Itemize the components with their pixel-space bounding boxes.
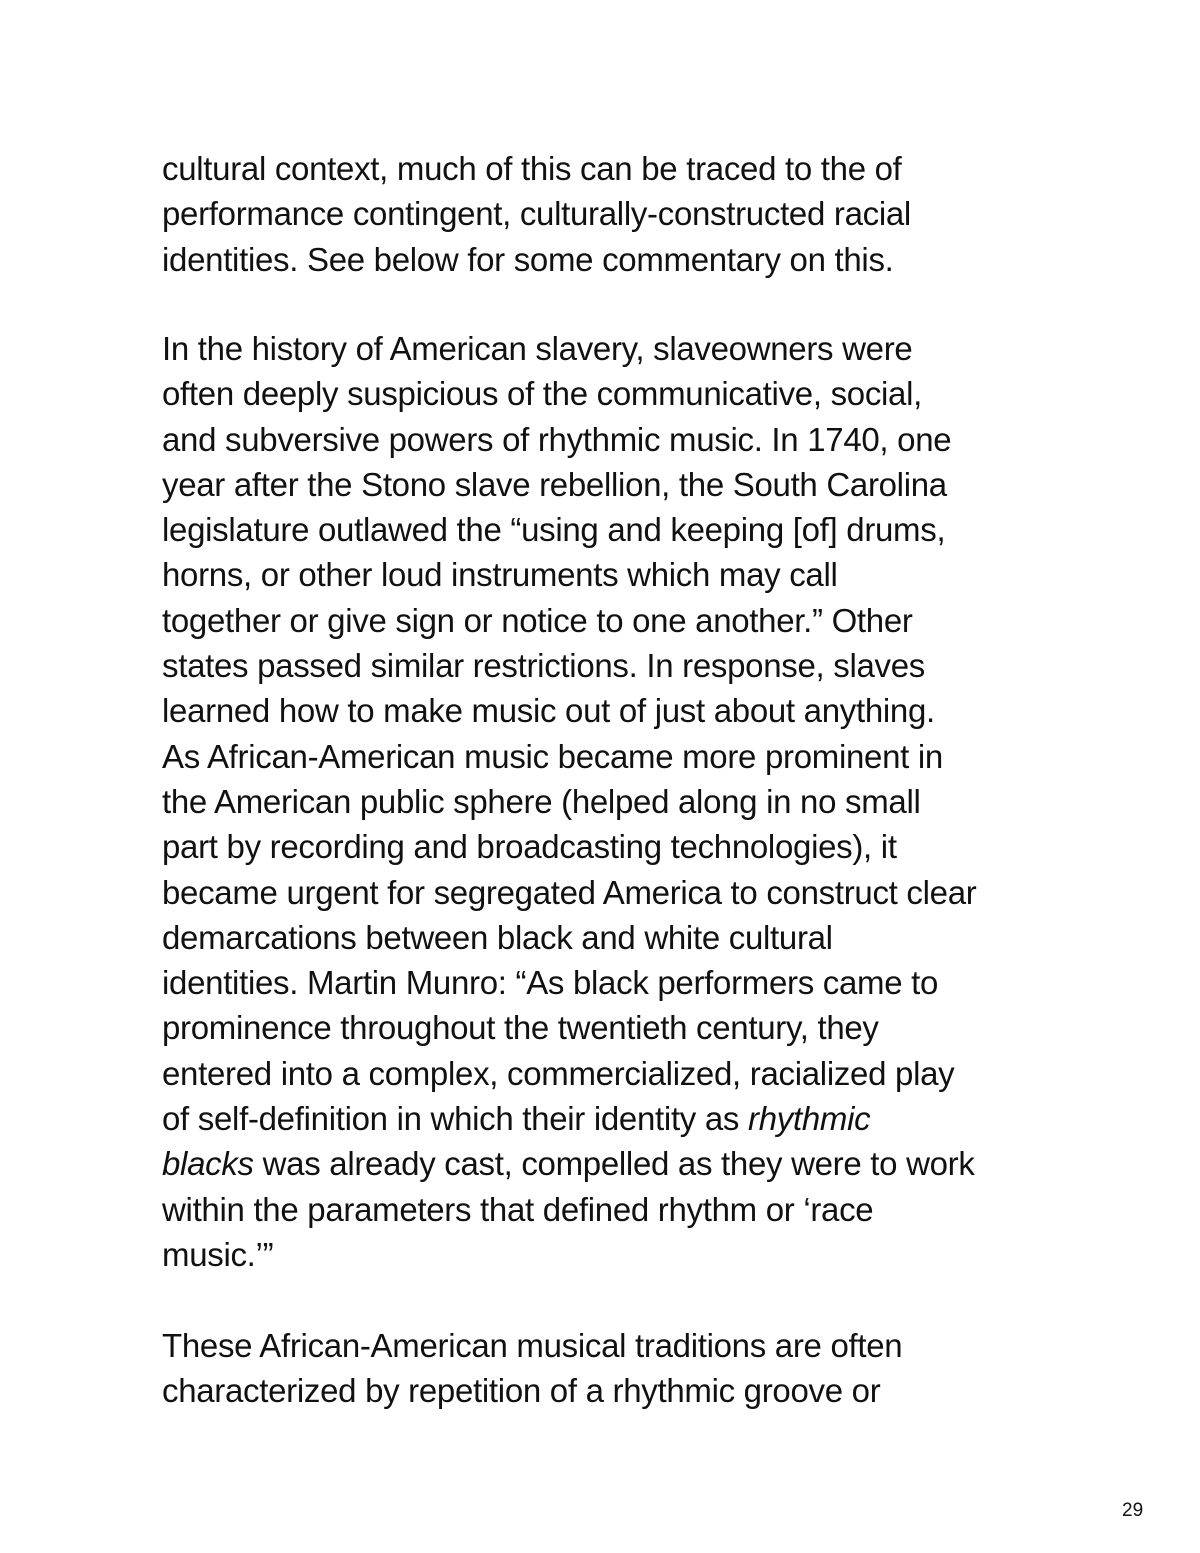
text-line: together or give sign or notice to one another.” Other: [162, 601, 913, 639]
text-line: entered into a complex, commercialized, racialized play: [162, 1054, 955, 1092]
text-line: learned how to make music out of just about anything.: [162, 692, 935, 730]
text-segment: of self-definition in which their identity as: [162, 1100, 749, 1138]
text-line: These African-American musical traditions are often: [162, 1327, 903, 1364]
text-line: As African-American music became more prominent in: [162, 737, 943, 775]
text-line: demarcations between black and white cultural: [162, 918, 833, 956]
text-line: identities. Martin Munro: “As black performers came to: [162, 964, 939, 1002]
text-line: part by recording and broadcasting technologies), it: [162, 828, 897, 866]
text-line: characterized by repetition of a rhythmic groove or: [162, 1372, 881, 1410]
paragraph-musical-traditions: [162, 1323, 1062, 1414]
text-line: In the history of American slavery, slaveowners were: [162, 330, 913, 367]
text-line: legislature outlawed the “using and keeping [of] drums,: [162, 511, 946, 549]
text-segment: was already cast, compelled as they were to work: [253, 1145, 975, 1183]
text-line: the American public sphere (helped along in no small: [162, 782, 921, 820]
italic-term-blacks: blacks: [162, 1145, 254, 1183]
text-line: identities. See below for some commentary on this.: [162, 240, 894, 278]
text-line: and subversive powers of rhythmic music. In 1740, one: [162, 420, 952, 458]
text-line: became urgent for segregated America to construct clear: [162, 873, 977, 911]
text-line: horns, or other loud instruments which may call: [162, 556, 838, 594]
text-line-with-italic: [162, 1096, 1062, 1141]
text-line: year after the Stono slave rebellion, the South Carolina: [162, 465, 947, 503]
text-line: music.’”: [162, 1235, 274, 1273]
text-line: performance contingent, culturally-constructed racial: [162, 195, 911, 233]
text-line: states passed similar restrictions. In response, slaves: [162, 647, 925, 685]
paragraph-cultural-context: [162, 146, 1062, 282]
page-number: 29: [1122, 1500, 1144, 1521]
text-line: often deeply suspicious of the communicative, social,: [162, 375, 923, 413]
italic-term-rhythmic: rhythmic: [748, 1100, 871, 1138]
text-line: cultural context, much of this can be traced to the of: [162, 150, 902, 187]
text-line: within the parameters that defined rhythm or ‘race: [162, 1190, 874, 1228]
text-line-with-italic: [162, 1141, 1062, 1186]
text-line: prominence throughout the twentieth century, they: [162, 1009, 879, 1047]
paragraph-slavery-history: [162, 326, 1062, 1277]
